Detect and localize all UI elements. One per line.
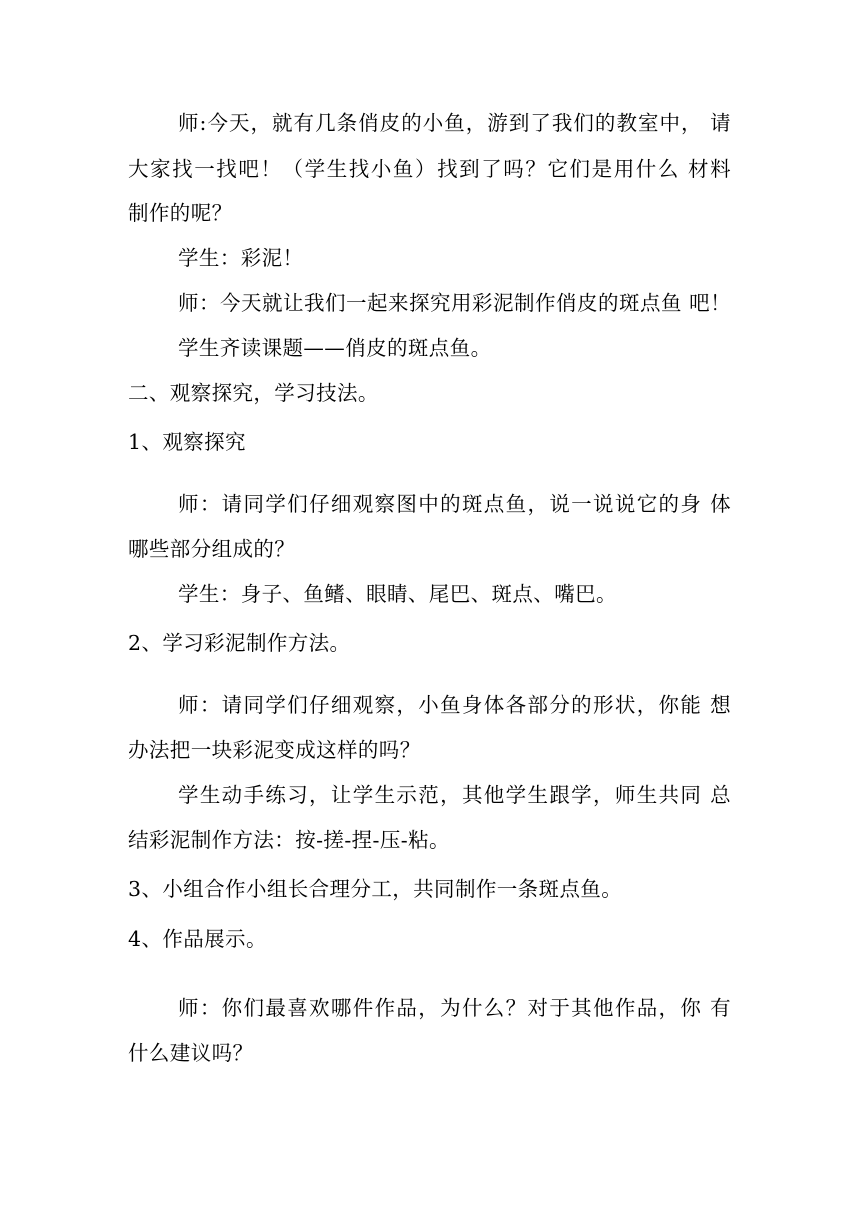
paragraph-line: 师：你们最喜欢哪件作品，为什么？对于其他作品，你 有	[178, 996, 731, 1020]
paragraph-line: 学生齐读课题——俏皮的斑点鱼。	[178, 336, 492, 360]
paragraph-line: 结彩泥制作方法：按-搓-捏-压-粘。	[128, 828, 450, 852]
paragraph-line: 大家找一找吧！（学生找小鱼）找到了吗？它们是用什么 材料	[128, 157, 731, 181]
paragraph-line: 师：今天就让我们一起来探究用彩泥制作俏皮的斑点鱼 吧！	[178, 291, 731, 315]
paragraph-line: 师：请同学们仔细观察，小鱼身体各部分的形状，你能 想	[178, 693, 731, 717]
paragraph-line: 师:今天，就有几条俏皮的小鱼，游到了我们的教室中， 请	[178, 111, 731, 135]
paragraph-line: 哪些部分组成的？	[128, 537, 296, 561]
subsection-heading: 3、小组合作小组长合理分工，共同制作一条斑点鱼。	[128, 877, 623, 901]
paragraph-line: 学生：彩泥！	[178, 246, 304, 270]
paragraph-line: 制作的呢？	[128, 201, 233, 225]
subsection-heading: 2、学习彩泥制作方法。	[128, 631, 351, 655]
subsection-heading: 1、观察探究	[128, 430, 246, 454]
subsection-heading: 4、作品展示。	[128, 927, 267, 951]
paragraph-line: 办法把一块彩泥变成这样的吗？	[128, 738, 421, 762]
paragraph-line: 什么建议吗？	[128, 1041, 254, 1065]
paragraph-line: 师：请同学们仔细观察图中的斑点鱼，说一说说它的身 体	[178, 492, 731, 516]
section-heading: 二、观察探究，学习技法。	[128, 381, 379, 405]
paragraph-line: 学生动手练习，让学生示范，其他学生跟学，师生共同 总	[178, 783, 731, 807]
paragraph-line: 学生：身子、鱼鳍、眼睛、尾巴、斑点、嘴巴。	[178, 582, 617, 606]
